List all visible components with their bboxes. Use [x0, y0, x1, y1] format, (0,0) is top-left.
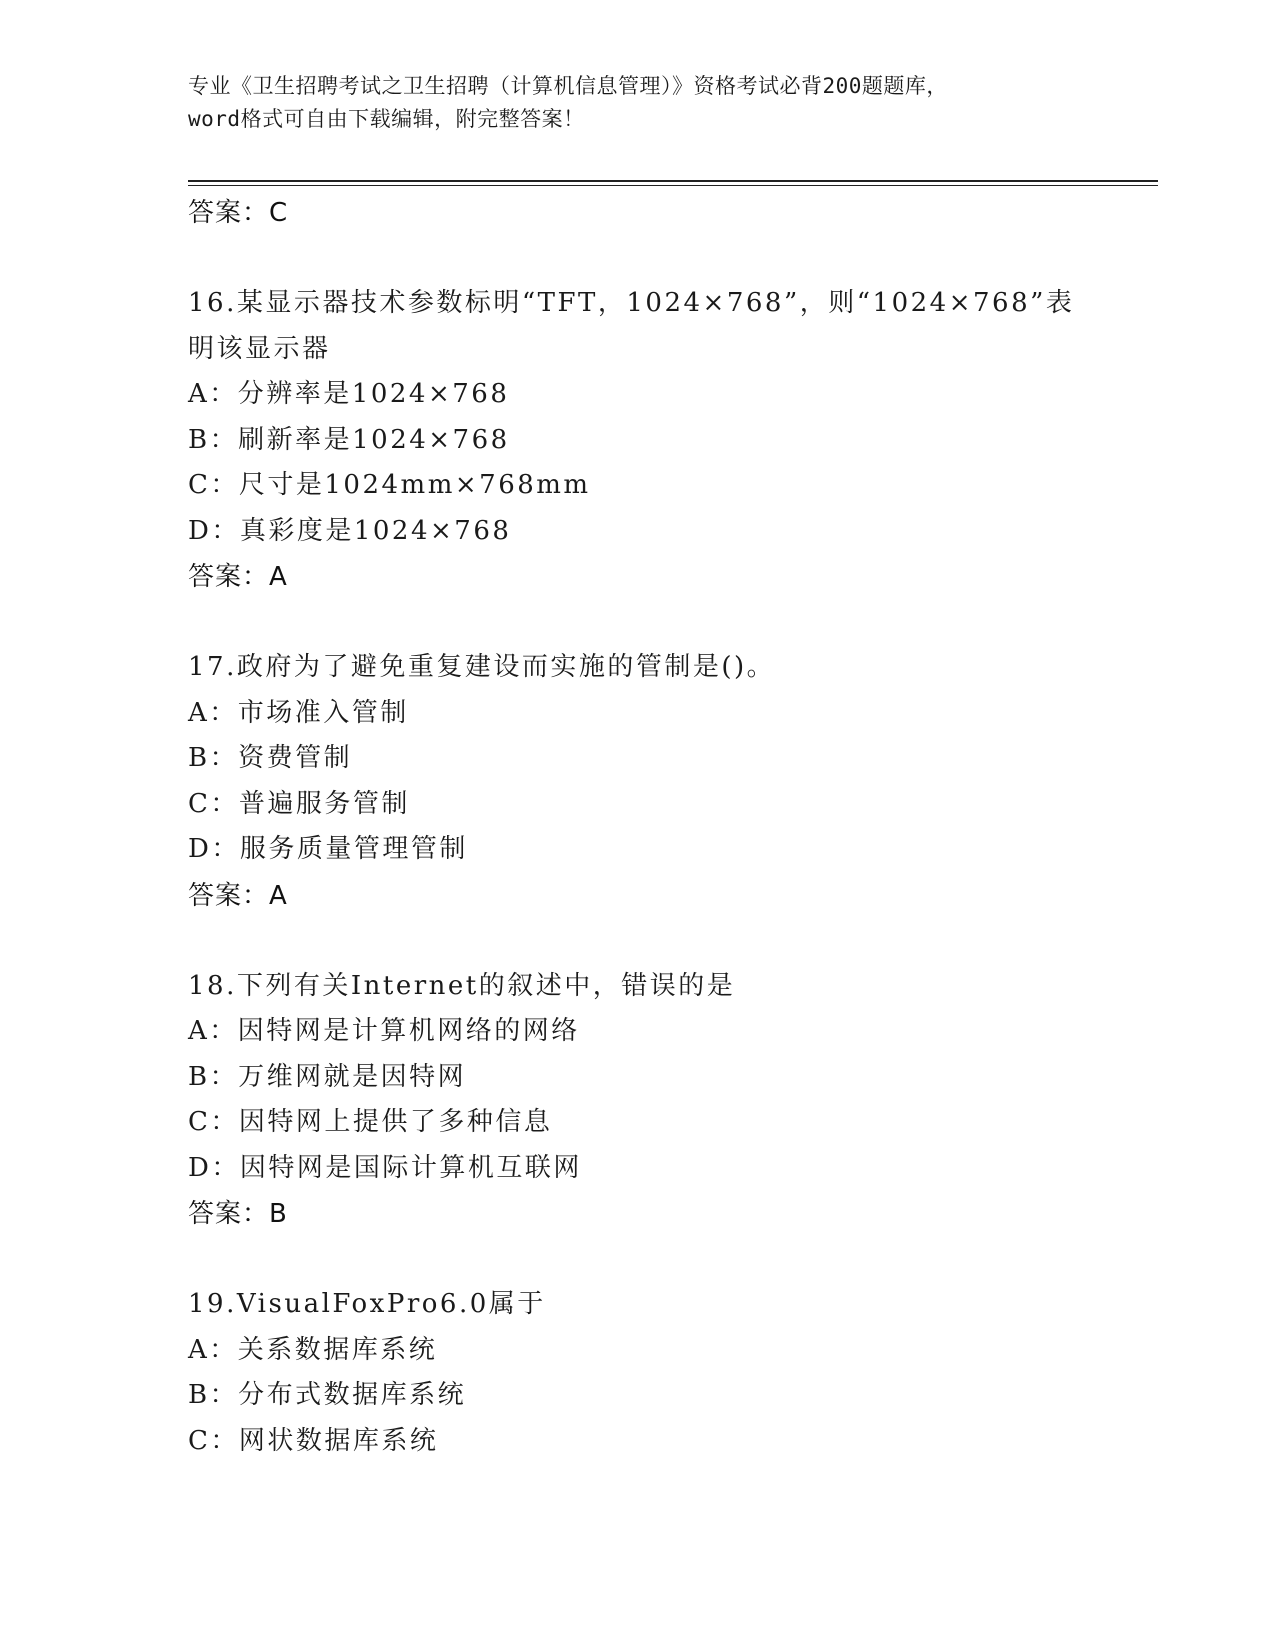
answer-line: 答案：A: [188, 562, 288, 592]
question-text: 17.政府为了避免重复建设而实施的管制是()。: [188, 652, 776, 682]
answer-line: 答案：C: [188, 198, 289, 228]
question-text: 18.下列有关Internet的叙述中，错误的是: [188, 970, 736, 1001]
question-text: 16.某显示器技术参数标明“TFT，1024×768”，则“1024×768”表: [188, 288, 1075, 318]
header-rule-thin: [188, 185, 1158, 186]
question-text-continued: 明该显示器: [188, 333, 331, 364]
option-b: B：资费管制: [188, 743, 353, 773]
option-a: A：因特网是计算机网络的网络: [188, 1016, 580, 1046]
option-c: C：网状数据库系统: [188, 1425, 439, 1456]
answer-line: 答案：A: [188, 880, 288, 911]
question-18: [188, 964, 1158, 1238]
question-17: [188, 645, 1158, 919]
question-list: [188, 190, 1158, 1464]
option-b: B：刷新率是1024×768: [188, 424, 510, 455]
option-c: C：普遍服务管制: [188, 788, 410, 819]
page-header: [188, 70, 1108, 136]
answer-line: 答案：B: [188, 1199, 288, 1229]
header-line-2: word格式可自由下载编辑，附完整答案！: [188, 107, 585, 131]
option-d: D：真彩度是1024×768: [188, 515, 512, 546]
option-b: B：万维网就是因特网: [188, 1061, 467, 1092]
header-rule-thick: [188, 180, 1158, 182]
option-a: A：关系数据库系统: [188, 1334, 438, 1365]
option-c: C：因特网上提供了多种信息: [188, 1107, 553, 1137]
option-d: D：服务质量管理管制: [188, 834, 468, 864]
header-line-1: 专业《卫生招聘考试之卫生招聘（计算机信息管理）》资格考试必背200题题库，: [188, 74, 948, 98]
question-19: [188, 1282, 1158, 1464]
option-d: D：因特网是国际计算机互联网: [188, 1152, 582, 1183]
option-b: B：分布式数据库系统: [188, 1380, 467, 1410]
option-a: A：市场准入管制: [188, 697, 409, 728]
option-a: A：分辨率是1024×768: [188, 379, 510, 409]
option-c: C：尺寸是1024mm×768mm: [188, 470, 591, 500]
question-text: 19.VisualFoxPro6.0属于: [188, 1289, 546, 1319]
question-16: [188, 281, 1158, 600]
